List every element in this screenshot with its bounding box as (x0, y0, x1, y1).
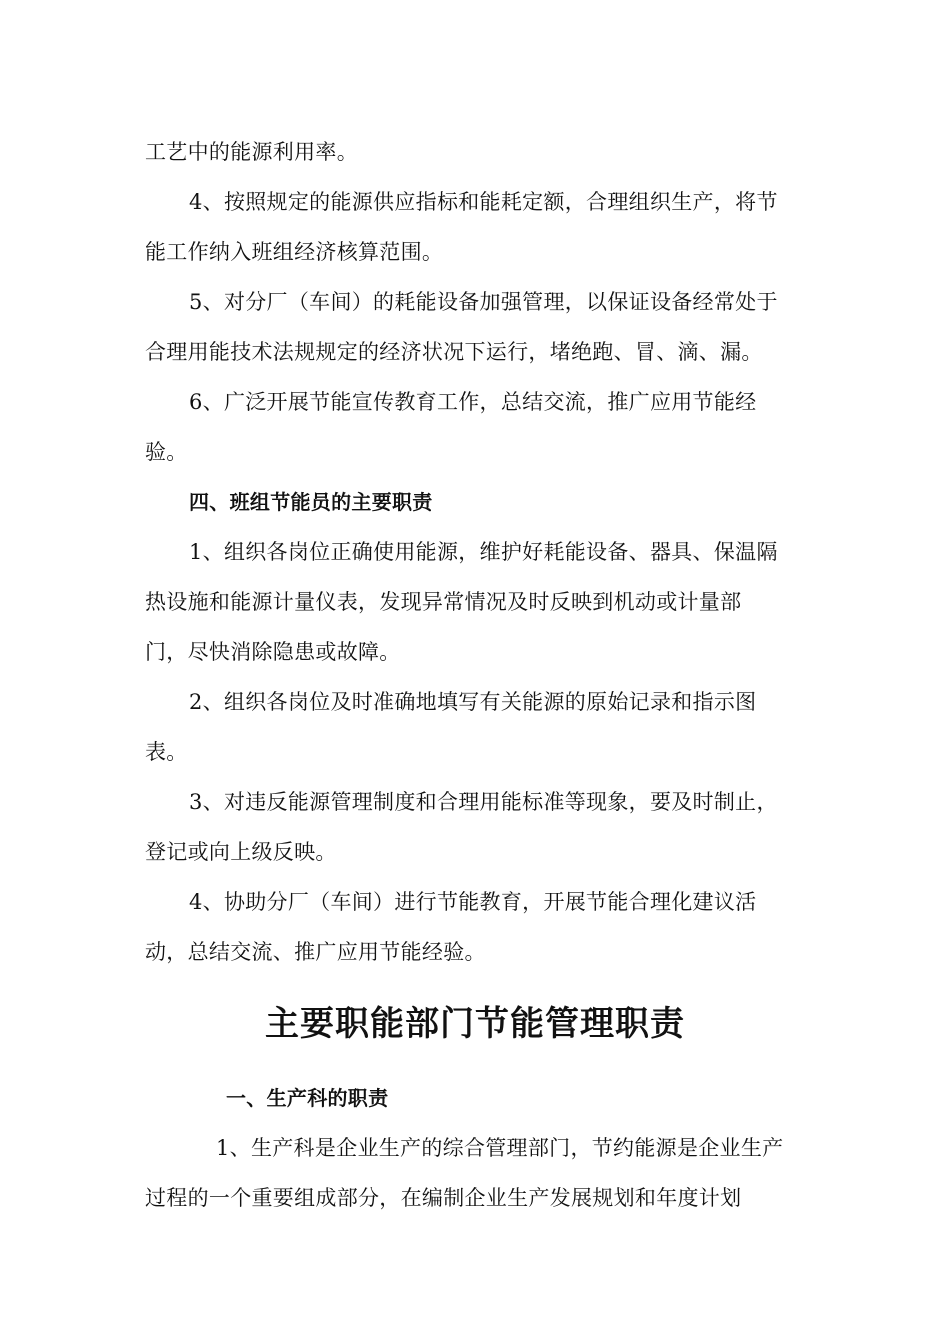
paragraph-line: 1、组织各岗位正确使用能源，维护好耗能设备、器具、保温隔 (189, 540, 778, 564)
paragraph-line: 2、组织各岗位及时准确地填写有关能源的原始记录和指示图 (189, 690, 757, 714)
paragraph-line: 4、按照规定的能源供应指标和能耗定额，合理组织生产，将节 (189, 190, 778, 214)
paragraph-line: 工艺中的能源利用率。 (145, 140, 358, 164)
paragraph-line: 6、广泛开展节能宣传教育工作，总结交流，推广应用节能经 (189, 390, 757, 414)
paragraph-line: 验。 (145, 440, 188, 464)
paragraph-line: 热设施和能源计量仪表，发现异常情况及时反映到机动或计量部 (145, 590, 742, 614)
paragraph-line: 3、对违反能源管理制度和合理用能标准等现象，要及时制止， (189, 790, 778, 814)
paragraph-line: 合理用能技术法规规定的经济状况下运行，堵绝跑、冒、滴、漏。 (145, 340, 763, 364)
paragraph-line: 4、协助分厂（车间）进行节能教育，开展节能合理化建议活 (189, 890, 757, 914)
section-heading: 一、生产科的职责 (226, 1086, 389, 1110)
paragraph-line: 1、生产科是企业生产的综合管理部门，节约能源是企业生产 (216, 1136, 784, 1160)
paragraph-line: 动，总结交流、推广应用节能经验。 (145, 940, 486, 964)
paragraph-line: 门，尽快消除隐患或故障。 (145, 640, 401, 664)
paragraph-line: 过程的一个重要组成部分，在编制企业生产发展规划和年度计划 (145, 1186, 742, 1210)
paragraph-line: 表。 (145, 740, 188, 764)
paragraph-line: 5、对分厂（车间）的耗能设备加强管理，以保证设备经常处于 (189, 290, 778, 314)
paragraph-line: 登记或向上级反映。 (145, 840, 337, 864)
section-heading: 四、班组节能员的主要职责 (189, 490, 433, 514)
page-title: 主要职能部门节能管理职责 (265, 1004, 685, 1044)
paragraph-line: 能工作纳入班组经济核算范围。 (145, 240, 444, 264)
